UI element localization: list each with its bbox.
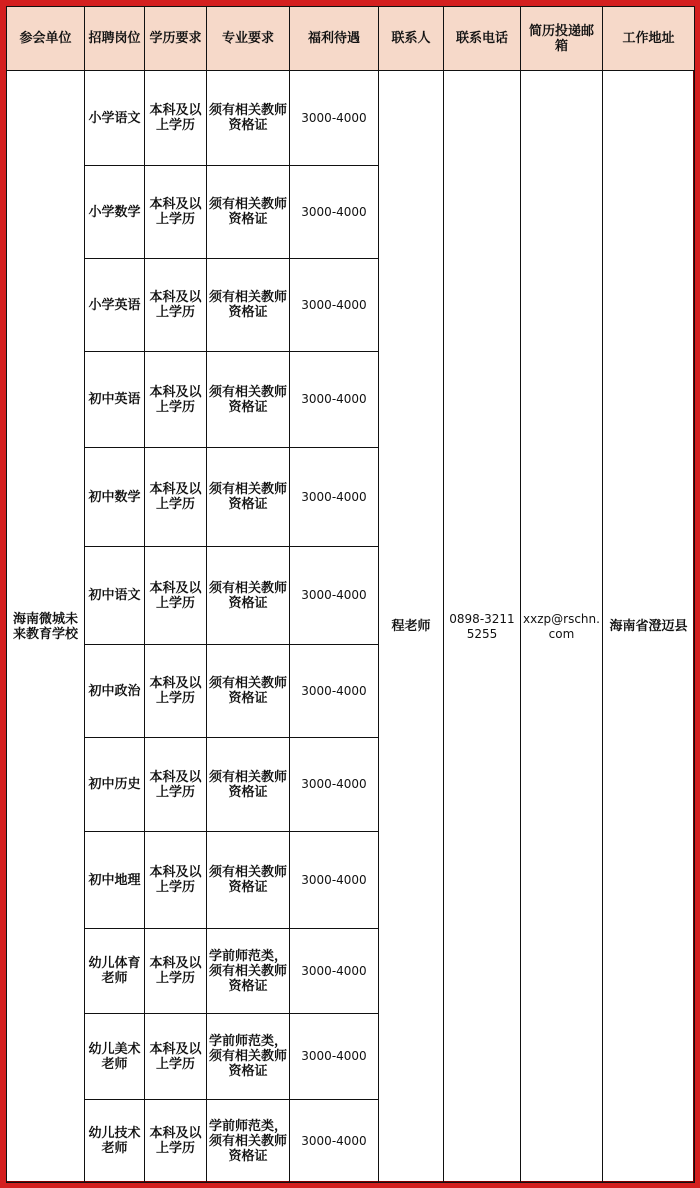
- major-cell: 须有相关教师资格证: [207, 448, 290, 547]
- major-cell: 学前师范类，须有相关教师资格证: [207, 929, 290, 1014]
- education-cell: 本科及以上学历: [145, 645, 207, 738]
- major-cell: 学前师范类，须有相关教师资格证: [207, 1014, 290, 1100]
- salary-cell: 3000-4000: [290, 832, 379, 929]
- salary-cell: 3000-4000: [290, 166, 379, 259]
- education-cell: 本科及以上学历: [145, 1100, 207, 1183]
- salary-cell: 3000-4000: [290, 1014, 379, 1100]
- salary-cell: 3000-4000: [290, 547, 379, 645]
- position-cell: 初中政治: [85, 645, 145, 738]
- email-cell: xxzp@rschn.com: [521, 71, 603, 1183]
- major-cell: 学前师范类，须有相关教师资格证: [207, 1100, 290, 1183]
- position-cell: 小学英语: [85, 259, 145, 352]
- education-cell: 本科及以上学历: [145, 71, 207, 166]
- phone-cell: 0898-32115255: [444, 71, 521, 1183]
- position-cell: 幼儿体育老师: [85, 929, 145, 1014]
- header-salary: 福利待遇: [290, 7, 379, 71]
- major-cell: 须有相关教师资格证: [207, 352, 290, 448]
- major-cell: 须有相关教师资格证: [207, 71, 290, 166]
- major-cell: 须有相关教师资格证: [207, 738, 290, 832]
- contact-cell: 程老师: [379, 71, 444, 1183]
- position-cell: 初中历史: [85, 738, 145, 832]
- position-cell: 小学语文: [85, 71, 145, 166]
- header-contact: 联系人: [379, 7, 444, 71]
- salary-cell: 3000-4000: [290, 448, 379, 547]
- education-cell: 本科及以上学历: [145, 448, 207, 547]
- salary-cell: 3000-4000: [290, 738, 379, 832]
- position-cell: 幼儿美术老师: [85, 1014, 145, 1100]
- salary-cell: 3000-4000: [290, 645, 379, 738]
- header-education: 学历要求: [145, 7, 207, 71]
- header-position: 招聘岗位: [85, 7, 145, 71]
- table-row: [7, 71, 695, 166]
- recruitment-table: [6, 6, 695, 1183]
- position-cell: 初中英语: [85, 352, 145, 448]
- header-major: 专业要求: [207, 7, 290, 71]
- position-cell: 初中数学: [85, 448, 145, 547]
- unit-cell: 海南微城未来教育学校: [7, 71, 85, 1183]
- education-cell: 本科及以上学历: [145, 929, 207, 1014]
- address-cell: 海南省澄迈县: [603, 71, 695, 1183]
- header-unit: 参会单位: [7, 7, 85, 71]
- education-cell: 本科及以上学历: [145, 1014, 207, 1100]
- header-email: 简历投递邮箱: [521, 7, 603, 71]
- header-phone: 联系电话: [444, 7, 521, 71]
- salary-cell: 3000-4000: [290, 259, 379, 352]
- salary-cell: 3000-4000: [290, 71, 379, 166]
- position-cell: 初中地理: [85, 832, 145, 929]
- major-cell: 须有相关教师资格证: [207, 832, 290, 929]
- major-cell: 须有相关教师资格证: [207, 166, 290, 259]
- education-cell: 本科及以上学历: [145, 259, 207, 352]
- position-cell: 初中语文: [85, 547, 145, 645]
- education-cell: 本科及以上学历: [145, 352, 207, 448]
- major-cell: 须有相关教师资格证: [207, 645, 290, 738]
- major-cell: 须有相关教师资格证: [207, 547, 290, 645]
- salary-cell: 3000-4000: [290, 929, 379, 1014]
- education-cell: 本科及以上学历: [145, 738, 207, 832]
- major-cell: 须有相关教师资格证: [207, 259, 290, 352]
- header-address: 工作地址: [603, 7, 695, 71]
- salary-cell: 3000-4000: [290, 352, 379, 448]
- position-cell: 幼儿技术老师: [85, 1100, 145, 1183]
- education-cell: 本科及以上学历: [145, 547, 207, 645]
- education-cell: 本科及以上学历: [145, 832, 207, 929]
- position-cell: 小学数学: [85, 166, 145, 259]
- header-row: [7, 7, 695, 71]
- salary-cell: 3000-4000: [290, 1100, 379, 1183]
- education-cell: 本科及以上学历: [145, 166, 207, 259]
